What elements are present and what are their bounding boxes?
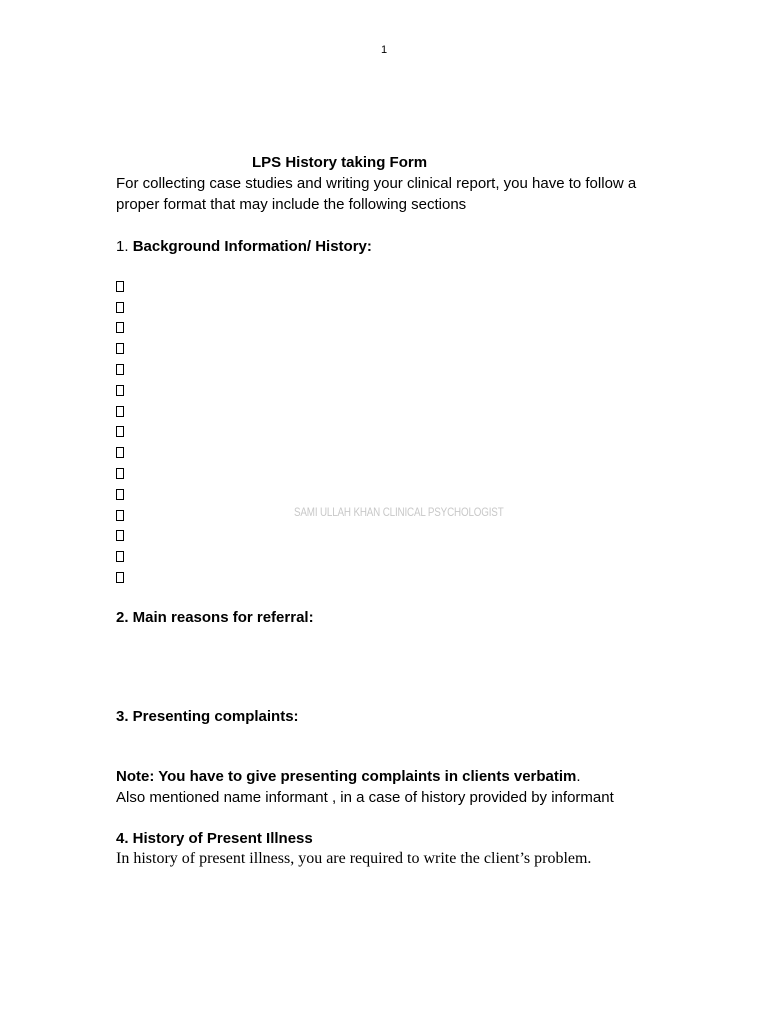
checkbox-glyph-icon <box>116 426 124 437</box>
checkbox-glyph-icon <box>116 551 124 562</box>
bullet-item <box>116 567 676 588</box>
bullet-item <box>116 484 676 505</box>
section-3-heading: 3. Presenting complaints: <box>116 707 299 725</box>
section-1-heading <box>116 236 676 257</box>
bullet-item <box>116 297 676 318</box>
checkbox-glyph-icon <box>116 447 124 458</box>
bullet-item <box>116 442 676 463</box>
note-text: Also mentioned name informant , in a case of history provided by informant <box>116 788 614 806</box>
bullet-item <box>116 526 676 547</box>
checkbox-glyph-icon <box>116 302 124 313</box>
bullet-item <box>116 359 676 380</box>
checkbox-glyph-icon <box>116 406 124 417</box>
section-4-text: In history of present illness, you are required to write the client’s problem. <box>116 849 592 867</box>
watermark: SAMI ULLAH KHAN CLINICAL PSYCHOLOGIST <box>294 505 504 519</box>
checkbox-glyph-icon <box>116 572 124 583</box>
bullet-item <box>116 338 676 359</box>
checkbox-glyph-icon <box>116 489 124 500</box>
page-number: 1 <box>380 44 388 56</box>
bullet-item <box>116 380 676 401</box>
checkbox-glyph-icon <box>116 385 124 396</box>
note-paragraph <box>116 766 676 808</box>
bullet-item <box>116 463 676 484</box>
note-period: . <box>576 767 581 785</box>
bullet-item <box>116 276 676 297</box>
section-1-number: 1. <box>116 238 129 255</box>
document-body <box>116 152 676 869</box>
bullet-item <box>116 546 676 567</box>
checkbox-glyph-icon <box>116 364 124 375</box>
bullet-item <box>116 401 676 422</box>
section-2-heading: 2. Main reasons for referral: <box>116 608 314 626</box>
checkbox-glyph-icon <box>116 281 124 292</box>
checkbox-glyph-icon <box>116 530 124 541</box>
note-bold: Note: You have to give presenting complaints in clients verbatim <box>116 767 577 785</box>
bullet-item <box>116 422 676 443</box>
checkbox-glyph-icon <box>116 468 124 479</box>
section-1-title: Background Information/ History: <box>132 238 372 255</box>
bullet-item <box>116 318 676 339</box>
bullet-item <box>116 505 676 526</box>
form-title: LPS History taking Form <box>252 154 428 171</box>
background-bullet-list <box>116 276 676 588</box>
section-4-heading: 4. History of Present Illness <box>116 829 313 847</box>
checkbox-glyph-icon <box>116 322 124 333</box>
checkbox-glyph-icon <box>116 343 124 354</box>
checkbox-glyph-icon <box>116 510 124 521</box>
intro-paragraph: For collecting case studies and writing your clinical report, you have to follow a proper format that may include the following sections <box>116 175 637 213</box>
